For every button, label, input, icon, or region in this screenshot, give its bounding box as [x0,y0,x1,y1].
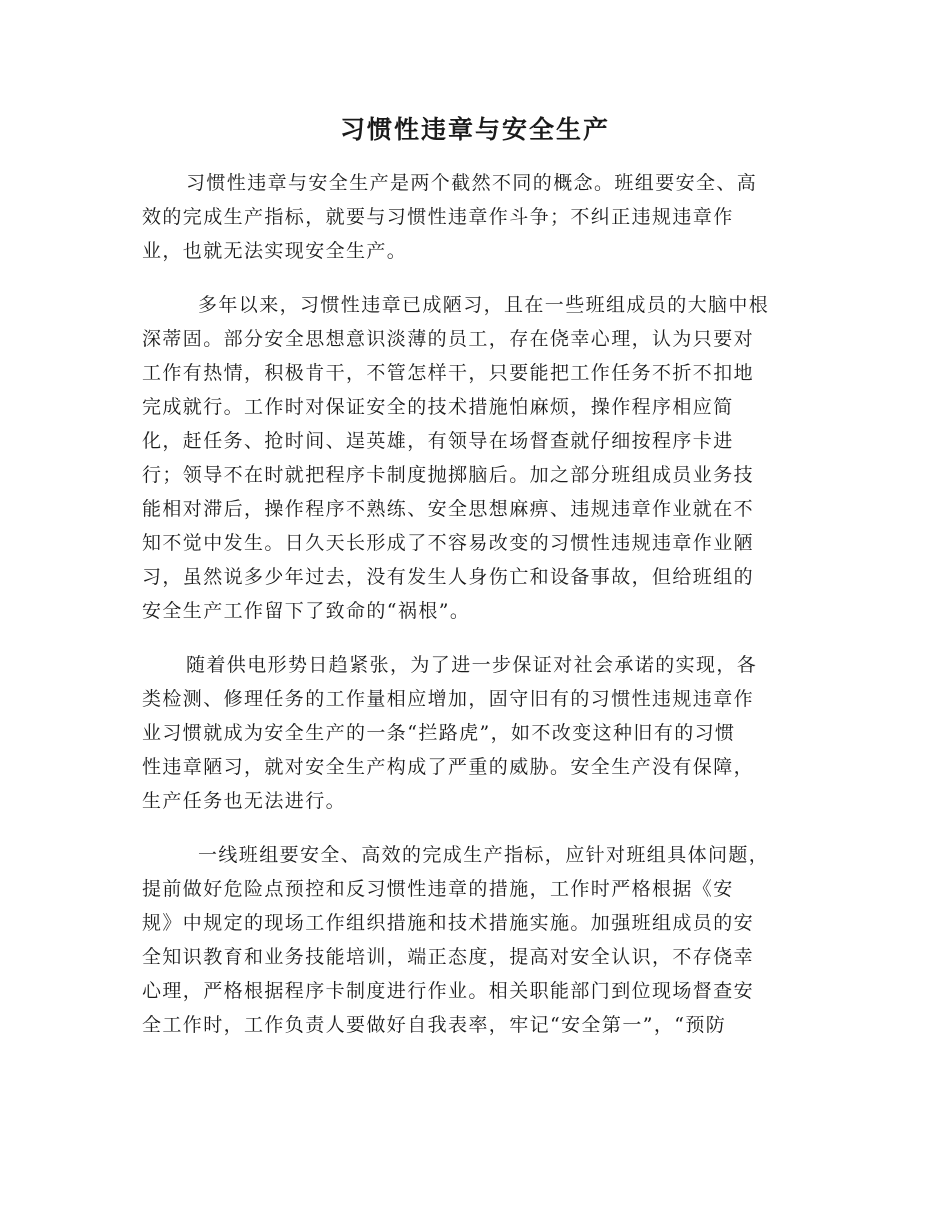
text-line: 行；领导不在时就把程序卡制度抛掷脑后。加之部分班组成员业务技 [142,464,755,486]
text-line: 习，虽然说多少年过去，没有发生人身伤亡和设备事故，但给班组的 [142,566,755,588]
text-line: 效的完成生产指标，就要与习惯性违章作斗争；不纠正违规违章作 [142,206,734,228]
text-line: 完成就行。工作时对保证安全的技术措施怕麻烦，操作程序相应简 [142,396,734,418]
paragraph-2 [142,288,810,628]
text-line: 生产任务也无法进行。 [142,790,347,812]
text-line: 提前做好危险点预控和反习惯性违章的措施，工作时严格根据《安 [142,878,734,900]
text-line: 随着供电形势日趋紧张，为了进一步保证对社会承诺的实现，各 [186,654,758,676]
text-line: 习惯性违章与安全生产是两个截然不同的概念。班组要安全、高 [186,172,758,194]
text-line: 规》中规定的现场工作组织措施和技术措施实施。加强班组成员的安 [142,912,755,934]
text-line: 全工作时，工作负责人要做好自我表率，牢记“安全第一”，“预防 [142,1014,727,1036]
text-line: 类检测、修理任务的工作量相应增加，固守旧有的习惯性违规违章作 [142,688,755,710]
text-line: 能相对滞后，操作程序不熟练、安全思想麻痹、违规违章作业就在不 [142,498,755,520]
text-line: 业习惯就成为安全生产的一条“拦路虎”，如不改变这种旧有的习惯 [142,722,736,744]
text-line: 工作有热情，积极肯干，不管怎样干，只要能把工作任务不折不扣地 [142,362,755,384]
text-line: 性违章陋习，就对安全生产构成了严重的威胁。安全生产没有保障， [142,756,755,778]
text-line: 全知识教育和业务技能培训，端正态度，提高对安全认识，不存侥幸 [142,946,755,968]
text-line: 心理，严格根据程序卡制度进行作业。相关职能部门到位现场督查安 [142,980,755,1002]
text-line: 知不觉中发生。日久天长形成了不容易改变的习惯性违规违章作业陋 [142,532,755,554]
document-body [142,166,810,1062]
text-line: 多年以来，习惯性违章已成陋习，且在一些班组成员的大脑中根 [198,294,770,316]
paragraph-1 [142,166,810,268]
text-line: 安全生产工作留下了致命的“祸根”。 [142,600,471,622]
text-line: 业，也就无法实现安全生产。 [142,240,408,262]
text-line: 深蒂固。部分安全思想意识淡薄的员工，存在侥幸心理，认为只要对 [142,328,755,350]
paragraph-3 [142,648,810,818]
text-line: 一线班组要安全、高效的完成生产指标，应针对班组具体问题， [198,844,770,866]
text-line: 化，赶任务、抢时间、逞英雄，有领导在场督查就仔细按程序卡进 [142,430,734,452]
document-title: 习惯性违章与安全生产 [339,115,610,144]
paragraph-4 [142,838,810,1042]
